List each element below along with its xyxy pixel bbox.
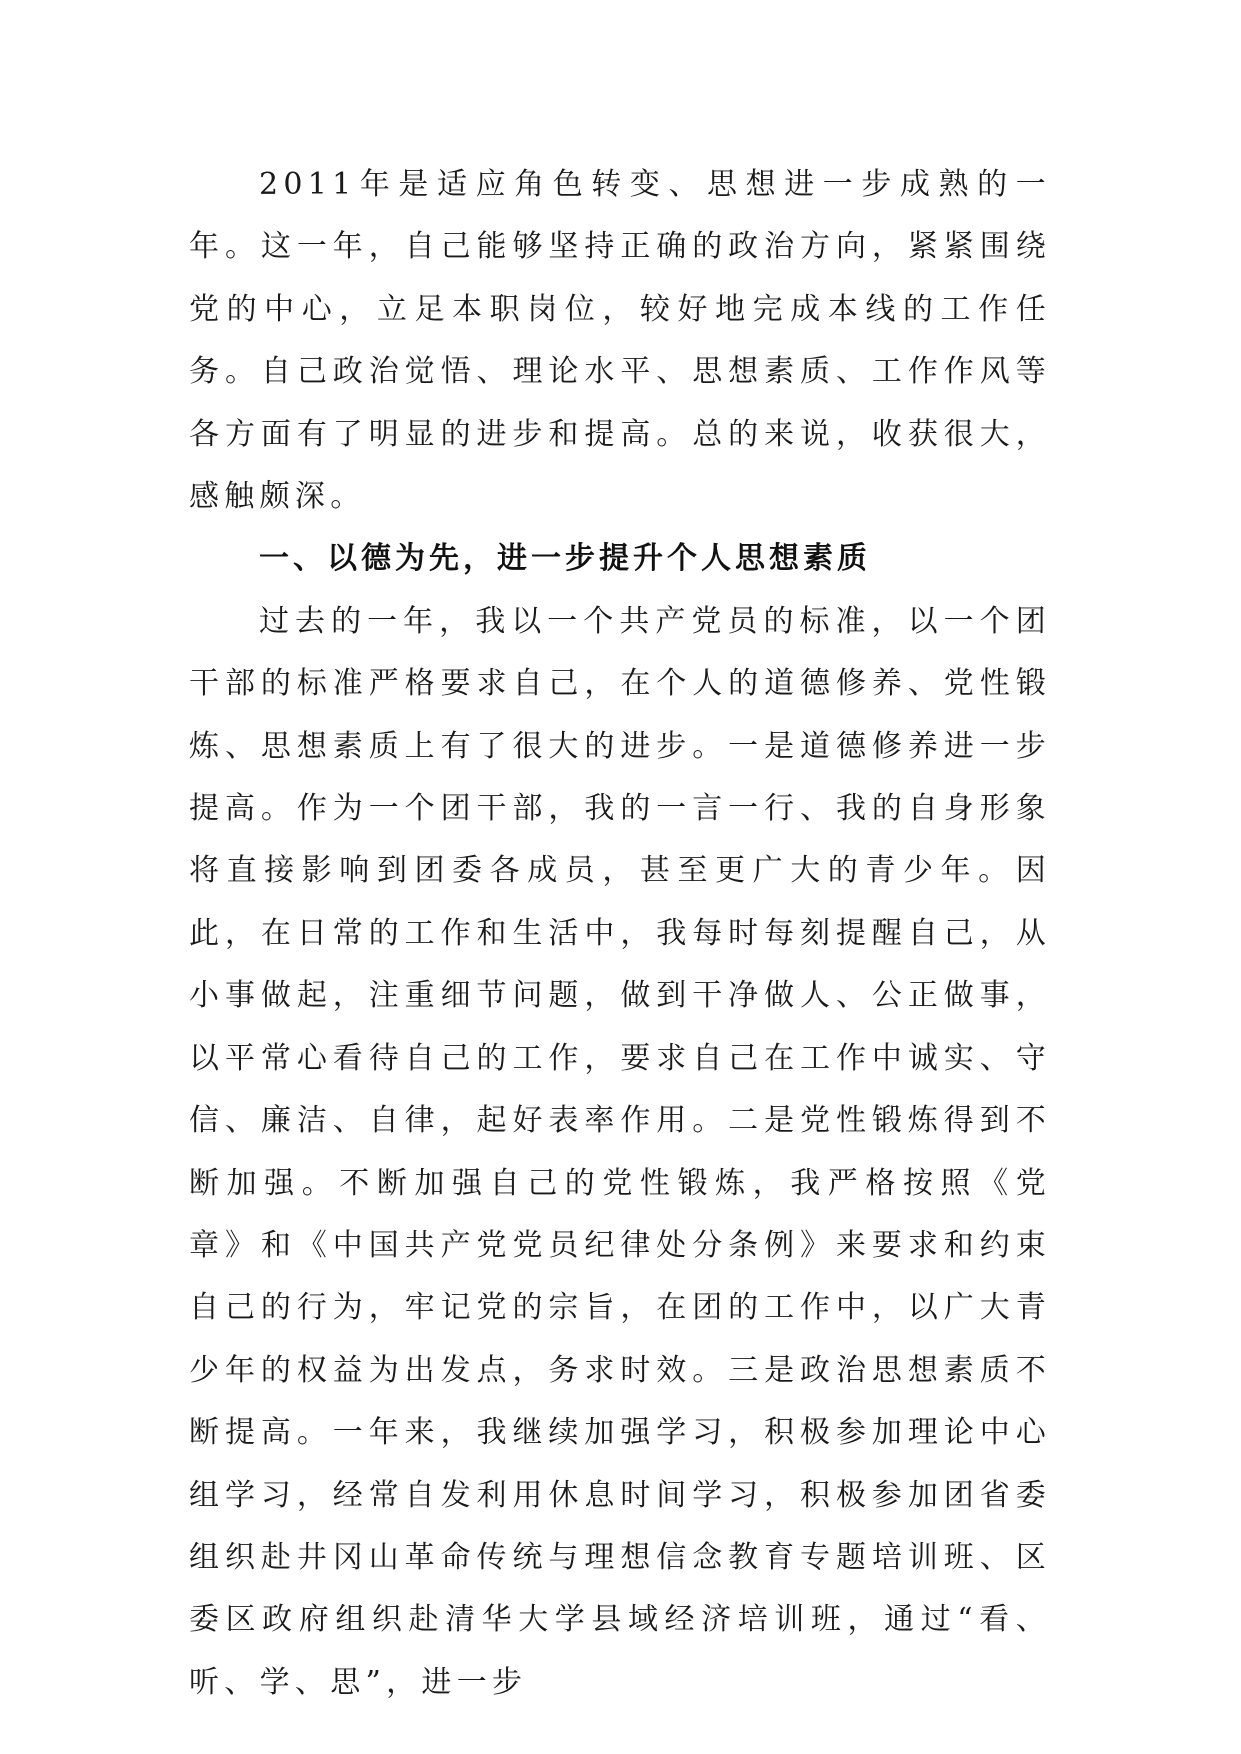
intro-paragraph: 2011年是适应角色转变、思想进一步成熟的一年。这一年，自己能够坚持正确的政治方向，紧紧围绕党的中心，立足本职岗位，较好地完成本线的工作任务。自己政治觉悟、理论水平、思想素质、工作作风等各方面有了明显的进步和提高。总的来说，收获很大，感触颇深。 <box>189 167 1051 515</box>
section-heading: 一、以德为先，进一步提升个人思想素质 <box>259 541 871 577</box>
document-body <box>189 154 1051 1714</box>
section-paragraph: 过去的一年，我以一个共产党员的标准，以一个团干部的标准严格要求自己，在个人的道德修养、党性锻炼、思想素质上有了很大的进步。一是道德修养进一步提高。作为一个团干部，我的一言一行、我的自身形象将直接影响到团委各成员，甚至更广大的青少年。因此，在日常的工作和生活中，我每时每刻提醒自己，从小事做起，注重细节问题，做到干净做人、公正做事，以平常心看待自己的工作，要求自己在工作中诚实、守信、廉洁、自律，起好表率作用。二是党性锻炼得到不断加强。不断加强自己的党性锻炼，我严格按照《党章》和《中国共产党党员纪律处分条例》来要求和约束自己的行为，牢记党的宗旨，在团的工作中，以广大青少年的权益为出发点，务求时效。三是政治思想素质不断提高。一年来，我继续加强学习，积极参加理论中心组学习，经常自发利用休息时间学习，积极参加团省委组织赴井冈山革命传统与理想信念教育专题培训班、区委区政府组织赴清华大学县域经济培训班，通过“看、听、学、思”，进一步 <box>189 603 1051 1700</box>
